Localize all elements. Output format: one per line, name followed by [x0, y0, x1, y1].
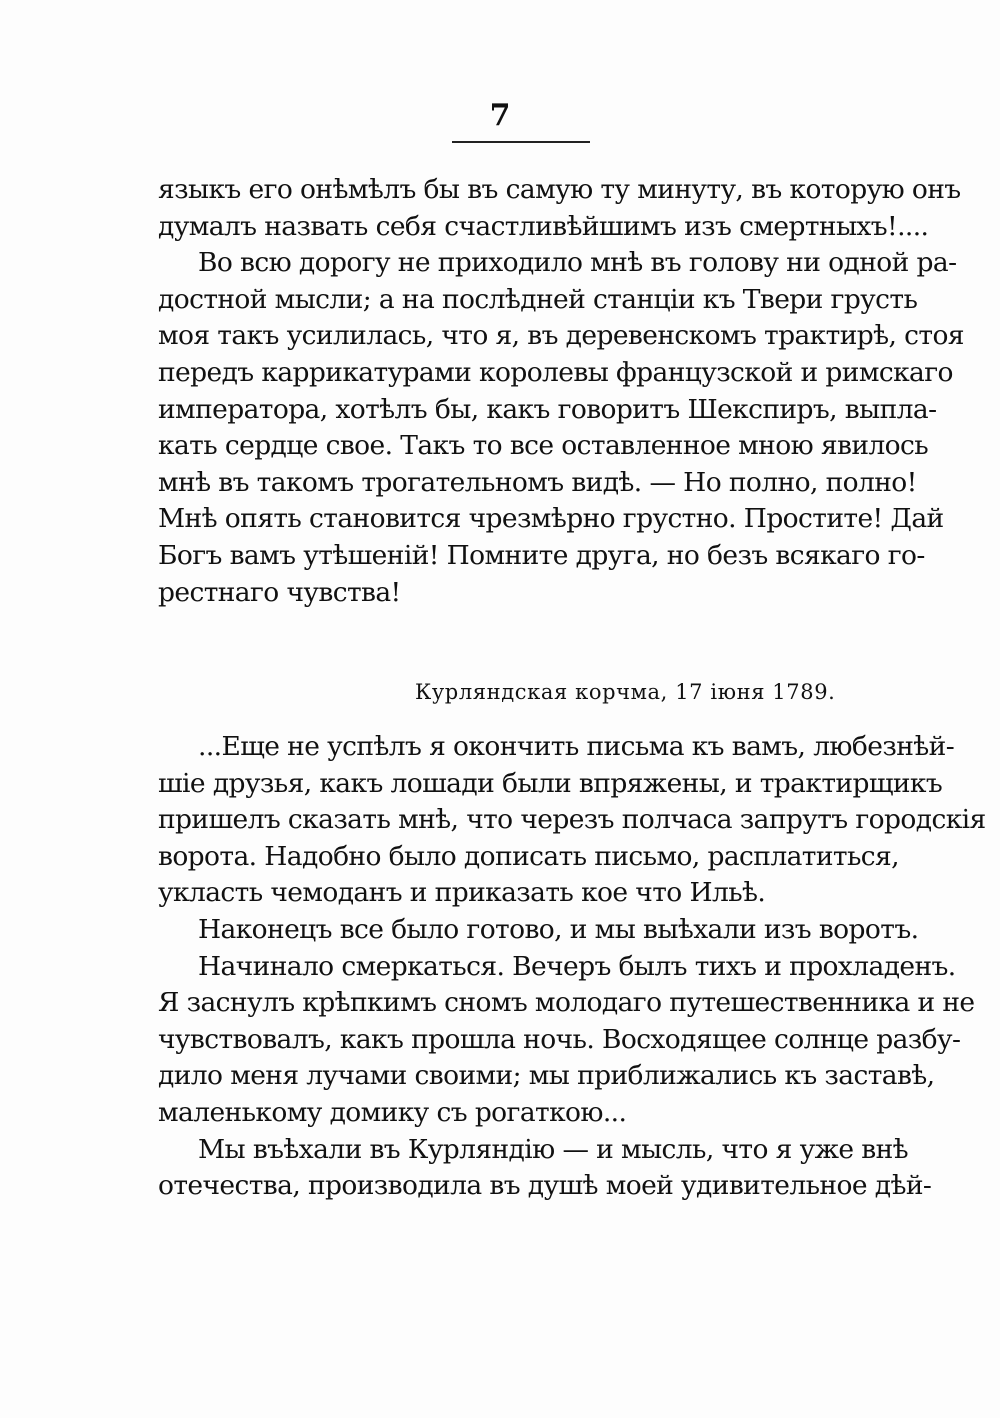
text-line: Мы въѣхали въ Курляндію — и мысль, что я уже внѣ — [198, 1133, 909, 1165]
text-line: дило меня лучами своими; мы приближались къ заставѣ, — [158, 1060, 935, 1092]
text-line: Во всю дорогу не приходило мнѣ въ голову ни одной ра- — [198, 247, 957, 279]
page-number: 7 — [489, 98, 511, 133]
text-line: пришелъ сказать мнѣ, что черезъ полчаса запрутъ городскія — [158, 804, 986, 836]
text-line: отечества, производила въ душѣ моей удивительное дѣй- — [158, 1170, 932, 1202]
text-line: мнѣ въ такомъ трогательномъ видѣ. — Но полно, полно! — [158, 466, 917, 498]
text-block-1 — [158, 172, 964, 611]
text-line: рестнаго чувства! — [158, 576, 401, 608]
text-line: Мнѣ опять становится чрезмѣрно грустно. Простите! Дай — [158, 503, 944, 535]
text-block-2 — [158, 729, 986, 1205]
text-line: моя такъ усилилась, что я, въ деревенскомъ трактирѣ, стоя — [158, 320, 964, 352]
text-line: Наконецъ все было готово, и мы выѣхали изъ воротъ. — [198, 913, 919, 945]
text-line: укласть чемоданъ и приказать кое что Ильѣ. — [158, 877, 766, 909]
text-line: думалъ назвать себя счастливѣйшимъ изъ смертныхъ!.... — [158, 210, 929, 242]
text-line: шіе друзья, какъ лошади были впряжены, и трактирщикъ — [158, 767, 943, 799]
text-line: Я заснулъ крѣпкимъ сномъ молодаго путешественника и не — [158, 987, 975, 1019]
text-line: императора, хотѣлъ бы, какъ говоритъ Шекспиръ, выпла- — [158, 393, 937, 425]
text-line: ...Еще не успѣлъ я окончить письма къ вамъ, любезнѣй- — [198, 731, 955, 762]
text-line: языкъ его онѣмѣлъ бы въ самую ту минуту, въ которую онъ — [158, 174, 961, 205]
dateline: Курляндская корчма, 17 іюня 1789. — [415, 680, 836, 704]
header-rule — [452, 141, 590, 143]
text-line: Богъ вамъ утѣшеній! Помните друга, но безъ всякаго го- — [158, 539, 925, 571]
text-line: достной мысли; а на послѣдней станціи къ Твери грусть — [158, 283, 918, 315]
text-line: маленькому домику съ рогаткою... — [158, 1096, 627, 1128]
text-line: чувствовалъ, какъ прошла ночь. Восходящее солнце разбу- — [158, 1023, 961, 1055]
text-line: Начинало смеркаться. Вечеръ былъ тихъ и прохладенъ. — [198, 950, 956, 982]
text-line: кать сердце свое. Такъ то все оставленное мною явилось — [158, 430, 929, 462]
text-line: передъ каррикатурами королевы французской и римскаго — [158, 356, 953, 388]
text-line: ворота. Надобно было дописать письмо, расплатиться, — [158, 840, 899, 872]
